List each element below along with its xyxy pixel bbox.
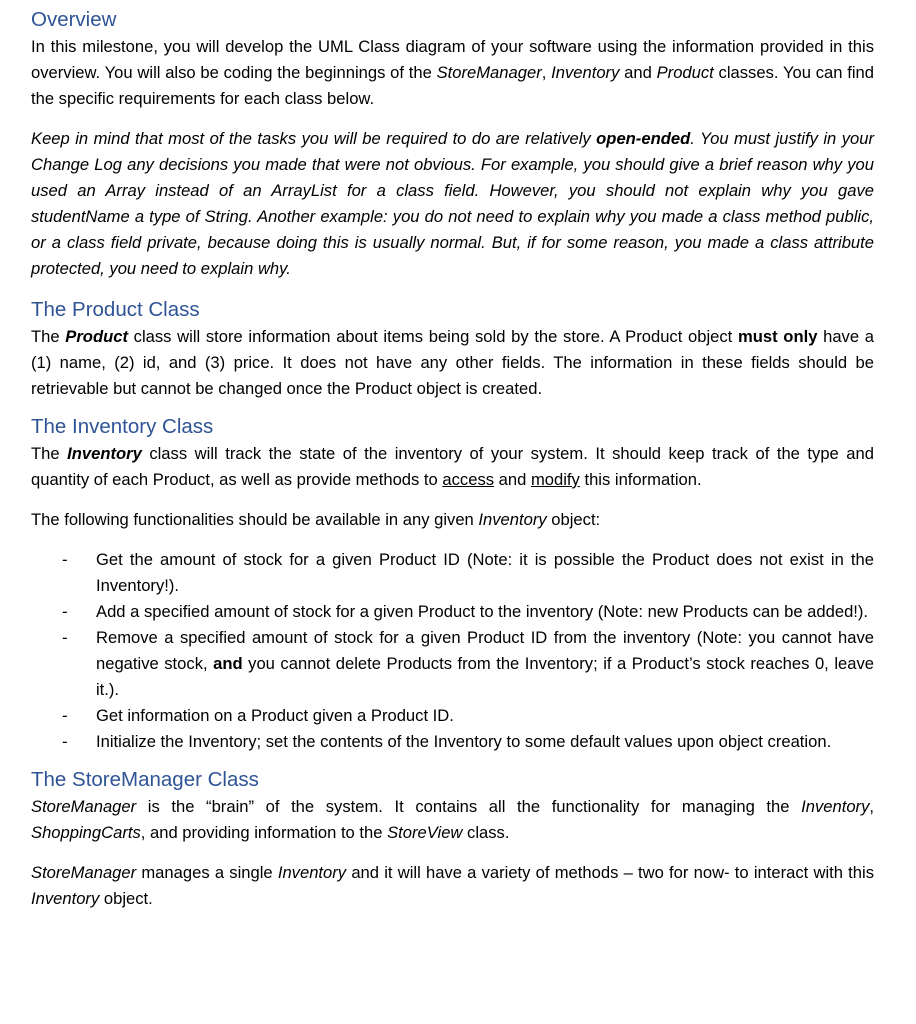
inventory-class-paragraph-2 [31,507,874,533]
text-run: have a (1) name, (2) id, and (3) price. It does not have any other fields. The information in these fields should be retrievable but cannot be changed once the Product object is created. [31,327,874,398]
overview-paragraph-2 [31,126,874,282]
text-run: you cannot delete Products from the Inventory; if a Product’s stock reaches 0, leave it.). [96,654,874,699]
bullet-dash: - [62,706,68,725]
inventory-class-heading: The Inventory Class [31,415,214,438]
list-item [31,625,874,703]
text-run: Inventory [801,797,870,816]
text-run: StoreManager [31,863,137,882]
text-run: Inventory [551,63,620,82]
text-run: class will store information about items being sold by the store. A Product object [127,327,738,346]
text-run: access [442,470,495,489]
text-run: StoreManager [436,63,542,82]
text-run: Remove a specified amount of stock for a given Product ID from the inventory (Note: you cannot have negative stock, [96,628,874,673]
text-run: and it will have a variety of methods – two for now- to interact with this [346,863,874,882]
text-run: object. [99,889,153,908]
text-run: class. [462,823,510,842]
text-run: Product [656,63,714,82]
text-run: The [31,327,66,346]
storemanager-class-paragraph-1 [31,794,874,846]
text-run: Inventory [277,863,347,882]
list-item-text [96,602,868,621]
bullet-dash: - [62,628,68,647]
list-item-text [96,732,831,751]
text-run: , and providing information to the [140,823,388,842]
text-run: this information. [579,470,702,489]
text-run: classes. You can find the specific requirements for each class below. [31,63,874,108]
text-run: Add a specified amount of stock for a given Product to the inventory (Note: new Products can be added!). [96,602,869,621]
bullet-dash: - [62,602,68,621]
text-run: is the “brain” of the system. It contains all the functionality for managing the [136,797,802,816]
storemanager-class-paragraph-2 [31,860,874,912]
text-run: and [619,63,657,82]
text-run: , [541,63,552,82]
text-run: The following functionalities should be available in any given [31,510,479,529]
bullet-dash: - [62,732,68,751]
list-item-text [96,550,874,595]
text-run: Keep in mind that most of the tasks you will be required to do are relatively [31,129,597,148]
text-run: modify [530,470,580,489]
text-run: open-ended [596,129,691,148]
overview-heading: Overview [31,8,117,31]
text-run: , [869,797,874,816]
text-run: StoreView [387,823,463,842]
storemanager-class-heading: The StoreManager Class [31,768,259,791]
text-run: object: [546,510,601,529]
list-item [31,599,874,625]
overview-paragraph-1 [31,34,874,112]
text-run: StoreManager [31,797,137,816]
text-run: . You must justify in your Change Log any decisions you made that were not obvious. For example, you should give a brief reason why you used an Array instead of an ArrayList for a class field. However, you should not explain why you gave studentName a type of String. Another example: you do not need to explain why you made a class method public, or a class field private, because doing this is usually normal. But, if for some reason, you made a class attribute protected, you need to explain why. [31,129,874,278]
text-run: and [213,654,243,673]
text-run: The [31,444,68,463]
text-run: manages a single [136,863,278,882]
list-item [31,703,874,729]
text-run: Initialize the Inventory; set the contents of the Inventory to some default values upon object creation. [96,732,832,751]
inventory-requirements-list [31,547,874,755]
text-run: ShoppingCarts [31,823,141,842]
list-item-text [96,706,454,725]
list-item-text [96,628,874,699]
text-run: In this milestone, you will develop the UML Class diagram of your software using the information provided in this overview. You will also be coding the beginnings of the [31,37,874,82]
text-run: and [494,470,531,489]
bullet-dash: - [62,550,68,569]
inventory-class-paragraph-1 [31,441,874,493]
product-class-paragraph [31,324,874,402]
text-run: must only [737,327,818,346]
list-item [31,547,874,599]
text-run: Inventory [67,444,142,463]
text-run: Get information on a Product given a Product ID. [96,706,454,725]
text-run: Product [65,327,128,346]
text-run: class will track the state of the inventory of your system. It should keep track of the type and quantity of each Product, as well as provide methods to [31,444,874,489]
text-run: Inventory [478,510,547,529]
text-run: Inventory [31,889,100,908]
text-run: Get the amount of stock for a given Product ID (Note: it is possible the Product does not exist in the Inventory!). [96,550,874,595]
list-item [31,729,874,755]
product-class-heading: The Product Class [31,298,200,321]
